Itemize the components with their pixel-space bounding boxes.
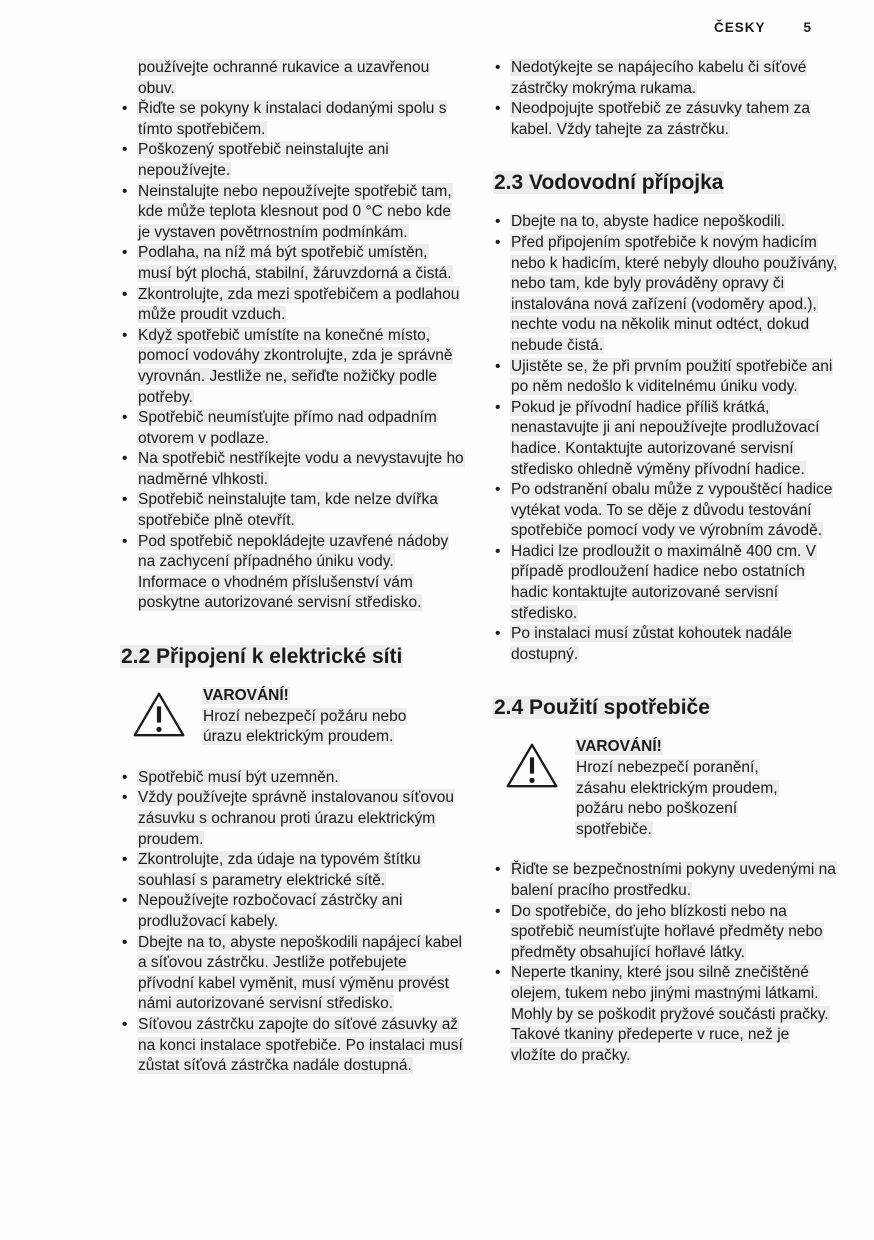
warning-box-use xyxy=(505,737,838,840)
warning-body: Hrozí nebezpečí požáru nebo úrazu elektrickým proudem. xyxy=(203,707,407,746)
water-bullet-list xyxy=(493,212,838,665)
installation-bullet-list xyxy=(120,99,465,614)
warning-title: VAROVÁNÍ! xyxy=(576,738,662,756)
list-item: • Poškozený spotřebič neinstalujte ani nepoužívejte. xyxy=(120,140,465,181)
right-column xyxy=(493,58,838,1077)
warning-text-block xyxy=(575,737,807,840)
warning-triangle-icon xyxy=(132,686,186,746)
page-number: 5 xyxy=(803,20,812,35)
warning-title: VAROVÁNÍ! xyxy=(203,687,289,705)
warning-text-block xyxy=(202,686,434,748)
list-item: • Řiďte se bezpečnostními pokyny uvedenými na balení pracího prostředku. xyxy=(493,860,838,901)
continuation-text: používejte ochranné rukavice a uzavřenou obuv. xyxy=(138,59,430,97)
list-item: • Spotřebič musí být uzemněn. xyxy=(120,768,465,789)
warning-triangle-icon xyxy=(505,737,559,797)
list-item: • Pokud je přívodní hadice příliš krátká, nenastavujte ji ani nepoužívejte prodlužovací hadice. Kontaktujte autorizované servisní středisko ohledně výměny přívodní hadice. xyxy=(493,398,838,480)
use-bullet-list xyxy=(493,860,838,1066)
list-item: • Dbejte na to, abyste nepoškodili napájecí kabel a síťovou zástrčku. Jestliže potřebujete přívodní kabel vyměnit, musí výměnu provést námi autorizované servisní středisko. xyxy=(120,933,465,1015)
left-column xyxy=(120,58,465,1077)
warning-body: Hrozí nebezpečí poranění, zásahu elektrickým proudem, požáru nebo poškození spotřebiče. xyxy=(576,759,778,838)
list-item: • Síťovou zástrčku zapojte do síťové zásuvky až na konci instalace spotřebiče. Po instalaci musí zůstat síťová zástrčka nadále dostupná. xyxy=(120,1015,465,1077)
list-item: • Pod spotřebič nepokládejte uzavřené nádoby na zachycení případného úniku vody. Informace o vhodném příslušenství vám poskytne autorizované servisní středisko. xyxy=(120,532,465,614)
list-item: • Před připojením spotřebiče k novým hadicím nebo k hadicím, které nebyly dlouho používány, nebo tam, kde byly prováděny opravy či instalována nová zařízení (vodoměry apod.), nechte vodu na několik minut odtéct, dokud nebude čistá. xyxy=(493,233,838,357)
electrical-bullet-list-continued xyxy=(493,58,838,140)
list-item: • Neodpojujte spotřebič ze zásuvky tahem za kabel. Vždy tahejte za zástrčku. xyxy=(493,99,838,140)
continuation-paragraph xyxy=(120,58,465,99)
list-item: • Vždy používejte správně instalovanou síťovou zásuvku s ochranou proti úrazu elektrickým proudem. xyxy=(120,788,465,850)
list-item: • Dbejte na to, abyste hadice nepoškodili. xyxy=(493,212,838,233)
electrical-bullet-list xyxy=(120,768,465,1077)
list-item: • Neinstalujte nebo nepoužívejte spotřebič tam, kde může teplota klesnout pod 0 °C nebo kde je vystaven povětrnostním podmínkám. xyxy=(120,182,465,244)
list-item: • Nedotýkejte se napájecího kabelu či síťové zástrčky mokrýma rukama. xyxy=(493,58,838,99)
list-item: • Zkontrolujte, zda údaje na typovém štítku souhlasí s parametry elektrické sítě. xyxy=(120,850,465,891)
list-item: • Po instalaci musí zůstat kohoutek nadále dostupný. xyxy=(493,624,838,665)
list-item: • Spotřebič neinstalujte tam, kde nelze dvířka spotřebiče plně otevřít. xyxy=(120,490,465,531)
list-item: • Hadici lze prodloužit o maximálně 400 cm. V případě prodloužení hadice nebo ostatních hadic kontaktujte autorizované servisní středisko. xyxy=(493,542,838,624)
list-item: • Na spotřebič nestříkejte vodu a nevystavujte ho nadměrné vlhkosti. xyxy=(120,449,465,490)
list-item: • Nepoužívejte rozbočovací zástrčky ani prodlužovací kabely. xyxy=(120,891,465,932)
list-item: • Podlaha, na níž má být spotřebič umístěn, musí být plochá, stabilní, žáruvzdorná a čistá. xyxy=(120,243,465,284)
two-column-layout xyxy=(120,58,838,1077)
list-item: • Když spotřebič umístíte na konečné místo, pomocí vodováhy zkontrolujte, zda je správně vyrovnán. Jestliže ne, seřiďte nožičky podle potřeby. xyxy=(120,326,465,408)
section-heading-water: 2.3 Vodovodní přípojka xyxy=(494,171,724,195)
section-heading-electrical: 2.2 Připojení k elektrické síti xyxy=(121,645,403,669)
list-item: • Ujistěte se, že při prvním použití spotřebiče ani po něm nedošlo k viditelnému úniku vody. xyxy=(493,357,838,398)
list-item: • Spotřebič neumísťujte přímo nad odpadním otvorem v podlaze. xyxy=(120,408,465,449)
list-item: • Do spotřebiče, do jeho blízkosti nebo na spotřebič neumísťujte hořlavé předměty nebo předměty obsahující hořlavé látky. xyxy=(493,902,838,964)
warning-box-electrical xyxy=(132,686,465,748)
language-label: ČESKY xyxy=(713,20,766,35)
list-item: • Zkontrolujte, zda mezi spotřebičem a podlahou může proudit vzduch. xyxy=(120,285,465,326)
list-item: • Po odstranění obalu může z vypouštěcí hadice vytékat voda. To se děje z důvodu testování spotřebiče pomocí vody ve výrobním závodě. xyxy=(493,480,838,542)
section-heading-use: 2.4 Použití spotřebiče xyxy=(494,696,710,720)
page-header xyxy=(714,20,812,35)
list-item: • Neperte tkaniny, které jsou silně znečištěné olejem, tukem nebo jinými mastnými látkami. Mohly by se poškodit pryžové součásti pračky. Takové tkaniny předeperte v ruce, než je vložíte do pračky. xyxy=(493,963,838,1066)
list-item: • Řiďte se pokyny k instalaci dodanými spolu s tímto spotřebičem. xyxy=(120,99,465,140)
